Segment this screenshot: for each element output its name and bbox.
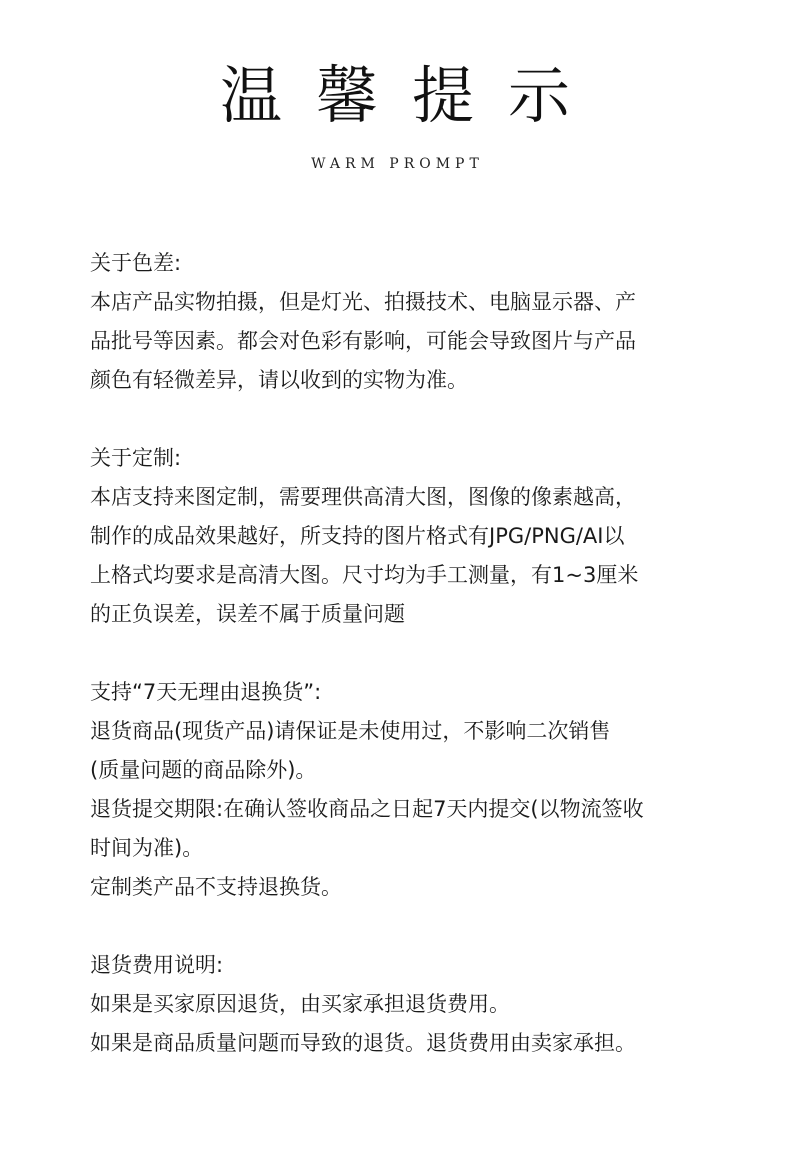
section-line: 时间为准)。 — [90, 836, 204, 860]
page-title: 温馨提示 — [219, 59, 604, 132]
section-line: 制作的成品效果越好，所支持的图片格式有JPG/PNG/AI以 — [90, 524, 625, 548]
section-color-difference — [90, 244, 720, 400]
section-return-fees — [90, 946, 720, 1063]
section-line: (质量问题的商品除外)。 — [90, 758, 317, 782]
section-line: 定制类产品不支持退换货。 — [90, 875, 342, 899]
section-line: 的正负误差，误差不属于质量问题 — [90, 602, 405, 626]
page-subtitle: WARM PROMPT — [311, 156, 484, 172]
section-line: 本店产品实物拍摄，但是灯光、拍摄技术、电脑显示器、产 — [90, 290, 636, 314]
section-line: 如果是商品质量问题而导致的退货。退货费用由卖家承担。 — [90, 1031, 636, 1055]
section-line: 本店支持来图定制，需要理供高清大图，图像的像素越高， — [90, 485, 636, 509]
section-heading: 退货费用说明: — [90, 953, 224, 977]
section-line: 品批号等因素。都会对色彩有影响，可能会导致图片与产品 — [90, 329, 636, 353]
section-line: 颜色有轻微差异，请以收到的实物为准。 — [90, 368, 468, 392]
section-line: 如果是买家原因退货，由买家承担退货费用。 — [90, 992, 510, 1016]
section-heading: 支持“7天无理由退换货”: — [90, 680, 322, 704]
section-line: 退货提交期限:在确认签收商品之日起7天内提交(以物流签收 — [90, 797, 644, 821]
section-line: 上格式均要求是高清大图。尺寸均为手工测量，有1~3厘米 — [90, 563, 639, 587]
section-return-policy — [90, 673, 720, 907]
section-heading: 关于色差: — [90, 251, 182, 275]
section-customization — [90, 439, 720, 634]
notice-content — [90, 244, 720, 1102]
section-line: 退货商品(现货产品)请保证是未使用过，不影响二次销售 — [90, 719, 611, 743]
section-heading: 关于定制: — [90, 446, 182, 470]
